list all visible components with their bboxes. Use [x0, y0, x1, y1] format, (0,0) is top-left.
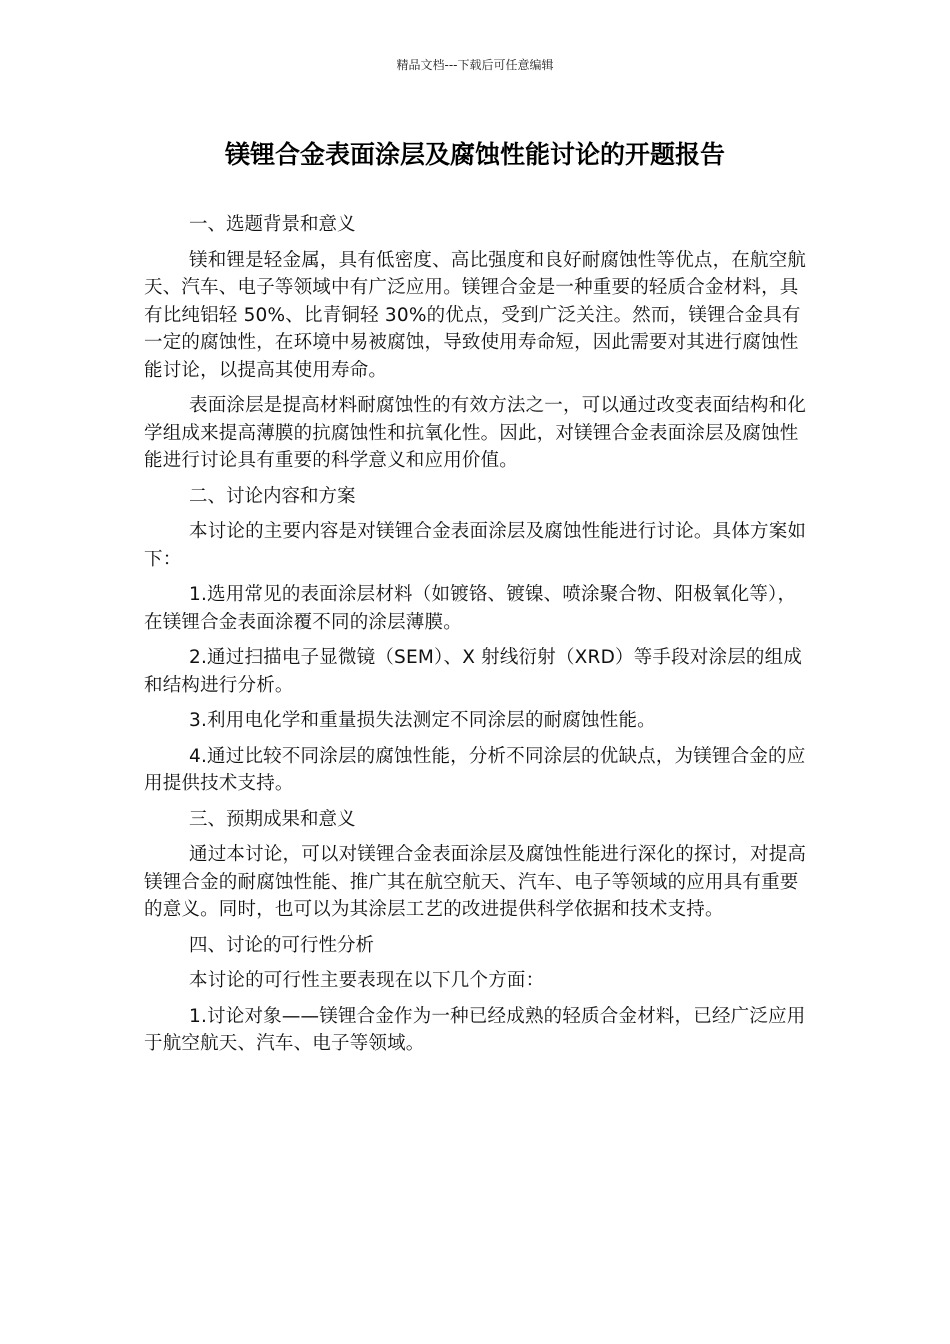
paragraph-content-intro: 本讨论的主要内容是对镁锂合金表面涂层及腐蚀性能进行讨论。具体方案如下： — [144, 521, 807, 570]
section-heading-content: 二、讨论内容和方案 — [189, 485, 356, 507]
paragraph-outcomes: 通过本讨论，可以对镁锂合金表面涂层及腐蚀性能进行深化的探讨，对提高镁锂合金的耐腐蚀性能、推广其在航空航天、汽车、电子等领域的应用具有重要的意义。同时，也可以为其涂层工艺的改进提供科学依据和技术支持。 — [144, 844, 807, 920]
document-body — [144, 211, 808, 1066]
paragraph-plan-item-4: 4.通过比较不同涂层的腐蚀性能，分析不同涂层的优缺点，为镁锂合金的应用提供技术支持。 — [144, 745, 806, 794]
paragraph-feasibility-item-1: 1.讨论对象——镁锂合金作为一种已经成熟的轻质合金材料，已经广泛应用于航空航天、汽车、电子等领域。 — [144, 1005, 806, 1054]
paragraph-plan-item-2: 2.通过扫描电子显微镜（SEM）、X 射线衍射（XRD）等手段对涂层的组成和结构进行分析。 — [144, 647, 803, 696]
paragraph-feasibility-intro: 本讨论的可行性主要表现在以下几个方面： — [189, 970, 545, 991]
section-heading-outcomes: 三、预期成果和意义 — [189, 808, 356, 830]
section-heading-feasibility: 四、讨论的可行性分析 — [189, 934, 375, 956]
section-heading-background: 一、选题背景和意义 — [189, 214, 356, 235]
paragraph-plan-item-3: 3.利用电化学和重量损失法测定不同涂层的耐腐蚀性能。 — [189, 710, 656, 731]
paragraph-plan-item-1: 1.选用常见的表面涂层材料（如镀铬、镀镍、喷涂聚合物、阳极氧化等），在镁锂合金表面涂覆不同的涂层薄膜。 — [144, 584, 797, 633]
page-header: 精品文档---下载后可任意编辑 — [396, 58, 554, 72]
paragraph-background-2: 表面涂层是提高材料耐腐蚀性的有效方法之一，可以通过改变表面结构和化学组成来提高薄膜的抗腐蚀性和抗氧化性。因此，对镁锂合金表面涂层及腐蚀性能进行讨论具有重要的科学意义和应用价值。 — [144, 395, 807, 471]
document-title: 镁锂合金表面涂层及腐蚀性能讨论的开题报告 — [224, 140, 725, 169]
paragraph-background-1: 镁和锂是轻金属，具有低密度、高比强度和良好耐腐蚀性等优点，在航空航天、汽车、电子等领域中有广泛应用。镁锂合金是一种重要的轻质合金材料，具有比纯铝轻 50%、比青铜轻 30%的优点，受到广泛关注。然而，镁锂合金具有一定的腐蚀性，在环境中易被腐蚀，导致使用寿命短，因此需要对其进行腐蚀性能讨论，以提高其使用寿命。 — [144, 249, 807, 381]
